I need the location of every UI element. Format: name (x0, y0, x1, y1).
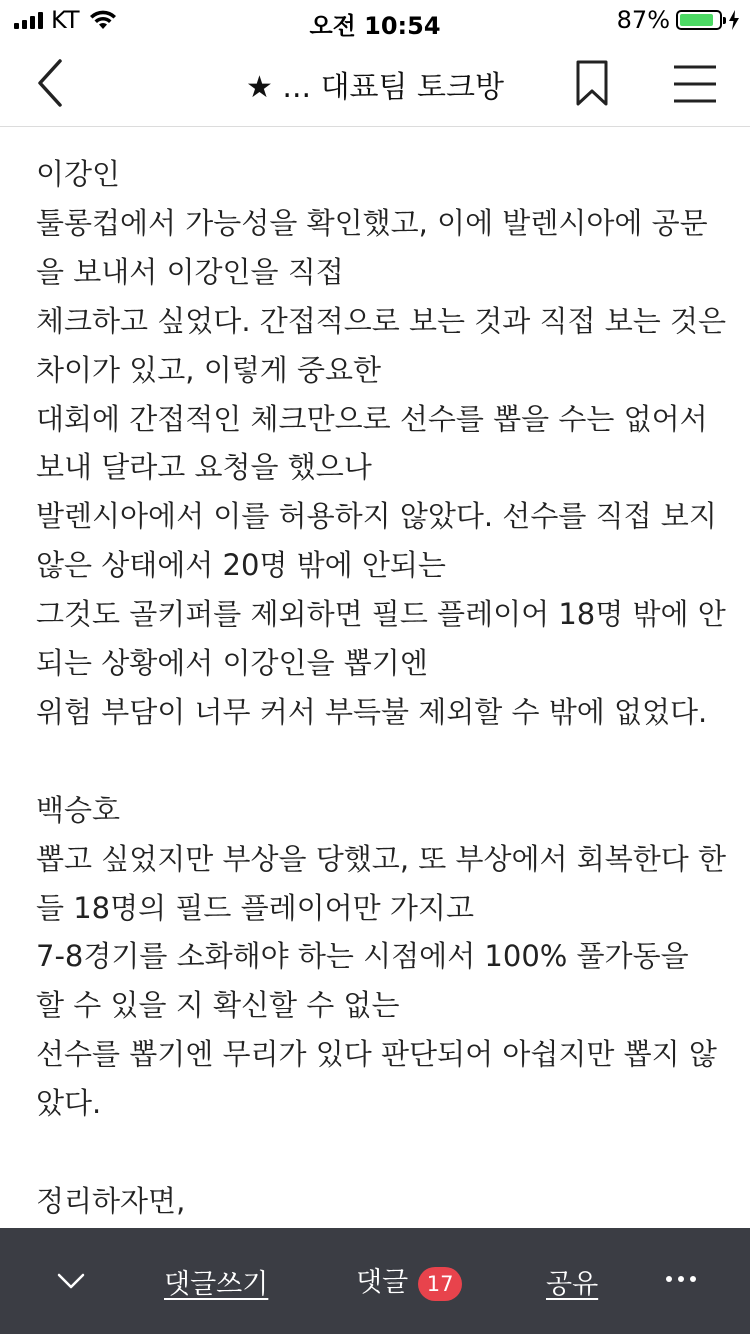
nav-bar (0, 40, 750, 127)
article-line: 7-8경기를 소화해야 하는 시점에서 100% 풀가동을 (36, 939, 689, 974)
article-line: 뽑고 싶었지만 부상을 당했고, 또 부상에서 회복한다 한 (36, 841, 727, 876)
article-line: 할 수 있을 지 확신할 수 없는 (36, 988, 400, 1023)
article-line: 보내 달라고 요청을 했으나 (36, 450, 372, 485)
article-line: 았다. (36, 1086, 102, 1121)
page-title: ★ ... 대표팀 토크방 (246, 70, 504, 105)
article-line: 이강인 (36, 157, 121, 191)
write-comment-button[interactable]: 댓글쓰기 (164, 1269, 269, 1300)
paragraph-gap (36, 1128, 722, 1177)
comments-button[interactable] (356, 1260, 462, 1301)
article-line: 발렌시아에서 이를 허용하지 않았다. 선수를 직접 보지 (36, 499, 717, 534)
article-line: 체크하고 싶었다. 간접적으로 보는 것과 직접 보는 것은 (36, 303, 727, 338)
battery-level (680, 14, 713, 26)
collapse-button[interactable] (56, 1266, 86, 1296)
article-line: 선수를 뽑기엔 무리가 있다 판단되어 아쉽지만 뽑지 않 (36, 1037, 717, 1072)
status-bar (0, 0, 750, 40)
carrier-name: KT (51, 6, 80, 34)
article-line: 대회에 간접적인 체크만으로 선수를 뽑을 수는 없어서 (36, 401, 708, 436)
article-line: 툴롱컵에서 가능성을 확인했고, 이에 발렌시아에 공문 (36, 205, 708, 240)
menu-button[interactable] (670, 62, 720, 106)
clock: 오전 10:54 (309, 12, 441, 40)
hamburger-menu-icon (670, 62, 720, 106)
charging-bolt-icon (728, 10, 740, 30)
bottom-action-bar (0, 1228, 750, 1334)
back-button[interactable] (28, 58, 78, 108)
article-body (36, 150, 727, 1228)
battery-percent: 87% (616, 6, 670, 34)
article-line: 정리하자면, (36, 1184, 186, 1218)
bookmark-icon (570, 58, 614, 108)
comments-label: 댓글 (356, 1267, 409, 1298)
article-line: 들 18명의 필드 플레이어만 가지고 (36, 890, 474, 925)
paragraph-gap (36, 737, 722, 786)
battery-icon (676, 10, 722, 30)
article-line: 되는 상황에서 이강인을 뽑기엔 (36, 646, 428, 681)
battery-info (617, 6, 740, 34)
chevron-down-icon (56, 1266, 86, 1296)
article-line: 않은 상태에서 20명 밖에 안되는 (36, 548, 446, 583)
article-line: 백승호 (36, 792, 121, 827)
article-line: 그것도 골키퍼를 제외하면 필드 플레이어 18명 밖에 안 (36, 597, 726, 632)
article-line: 을 보내서 이강인을 직접 (36, 254, 344, 289)
article-line: 차이가 있고, 이렇게 중요한 (36, 352, 382, 387)
article-line: 위험 부담이 너무 커서 부득불 제외할 수 밖에 없었다. (36, 694, 708, 729)
chevron-left-icon (28, 58, 78, 108)
comments-count-badge: 17 (418, 1267, 462, 1301)
bookmark-button[interactable] (570, 58, 614, 108)
share-button[interactable]: 공유 (546, 1269, 599, 1300)
more-dots-icon[interactable] (666, 1276, 696, 1282)
